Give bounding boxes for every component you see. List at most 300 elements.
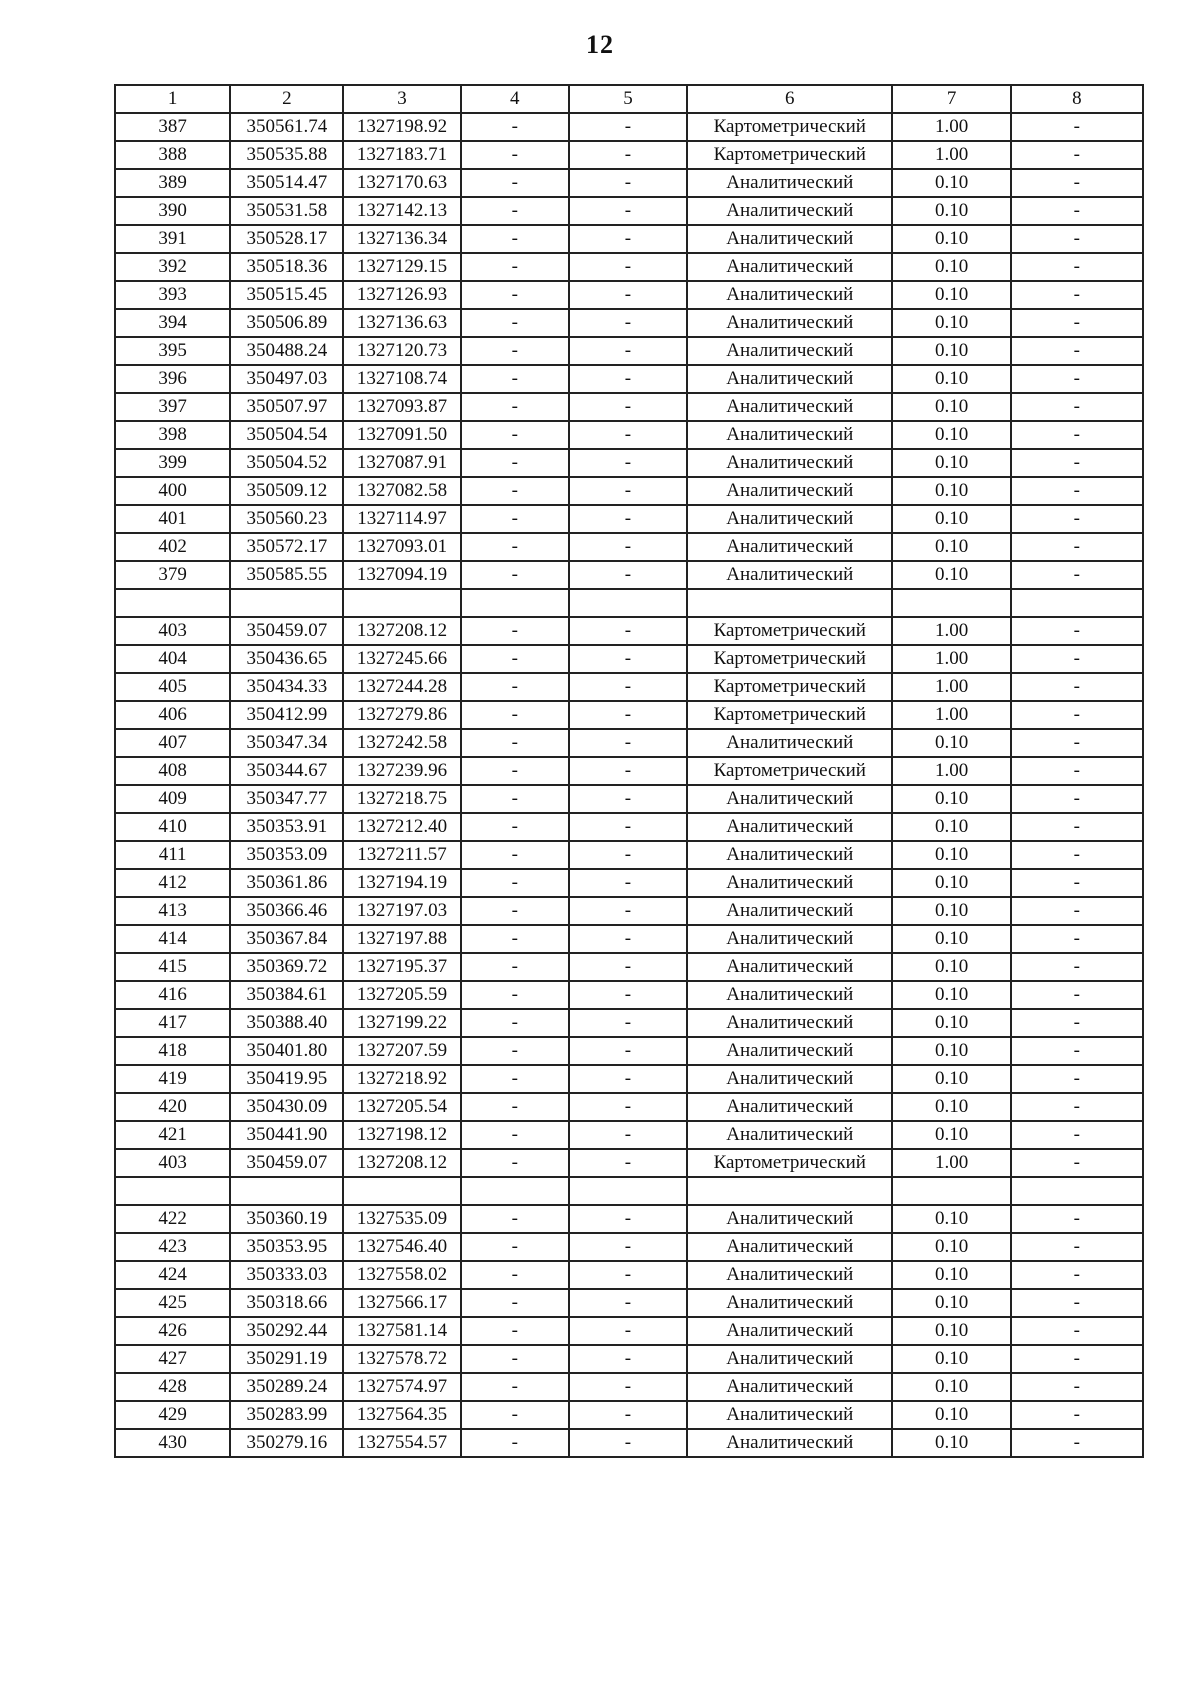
- table-cell: 1.00: [892, 1149, 1010, 1177]
- table-cell: 1.00: [892, 113, 1010, 141]
- table-row: [115, 421, 1143, 449]
- table-cell: Аналитический: [687, 169, 892, 197]
- table-cell: 350292.44: [230, 1317, 343, 1345]
- table-cell: -: [1011, 1205, 1143, 1233]
- table-cell: 392: [115, 253, 230, 281]
- table-cell: -: [461, 701, 569, 729]
- table-header-row: [115, 85, 1143, 113]
- table-cell: [687, 1177, 892, 1205]
- table-cell: [892, 1177, 1010, 1205]
- table-cell: Аналитический: [687, 1009, 892, 1037]
- table-cell: 350384.61: [230, 981, 343, 1009]
- table-cell: -: [1011, 281, 1143, 309]
- table-cell: -: [1011, 1261, 1143, 1289]
- table-cell: 1327208.12: [343, 1149, 460, 1177]
- table-cell: -: [461, 1429, 569, 1457]
- table-row: [115, 1205, 1143, 1233]
- table-cell: 350504.54: [230, 421, 343, 449]
- table-cell: 0.10: [892, 337, 1010, 365]
- table-cell: -: [1011, 1037, 1143, 1065]
- table-cell: -: [569, 729, 687, 757]
- table-cell: 350561.74: [230, 113, 343, 141]
- column-header: 2: [230, 85, 343, 113]
- table-cell: 429: [115, 1401, 230, 1429]
- table-cell: 350333.03: [230, 1261, 343, 1289]
- table-cell: 1327170.63: [343, 169, 460, 197]
- table-cell: 1327244.28: [343, 673, 460, 701]
- table-cell: 1327208.12: [343, 617, 460, 645]
- table-cell: -: [569, 561, 687, 589]
- table-cell: -: [1011, 337, 1143, 365]
- table-cell: 395: [115, 337, 230, 365]
- table-cell: 1327566.17: [343, 1289, 460, 1317]
- table-cell: 1327082.58: [343, 477, 460, 505]
- table-cell: 350509.12: [230, 477, 343, 505]
- table-cell: 419: [115, 1065, 230, 1093]
- table-cell: -: [461, 281, 569, 309]
- table-cell: 350367.84: [230, 925, 343, 953]
- table-cell: -: [1011, 785, 1143, 813]
- table-cell: 1.00: [892, 701, 1010, 729]
- table-cell: [569, 1177, 687, 1205]
- table-cell: -: [569, 253, 687, 281]
- table-cell: -: [569, 841, 687, 869]
- table-cell: -: [569, 477, 687, 505]
- table-cell: 1327218.92: [343, 1065, 460, 1093]
- table-cell: 0.10: [892, 225, 1010, 253]
- table-cell: Аналитический: [687, 1093, 892, 1121]
- table-cell: 350430.09: [230, 1093, 343, 1121]
- table-cell: 0.10: [892, 309, 1010, 337]
- table-cell: 1.00: [892, 673, 1010, 701]
- table-cell: 0.10: [892, 561, 1010, 589]
- table-cell: Аналитический: [687, 337, 892, 365]
- table-row: [115, 197, 1143, 225]
- table-cell: 1.00: [892, 645, 1010, 673]
- table-cell: 350401.80: [230, 1037, 343, 1065]
- table-cell: 0.10: [892, 505, 1010, 533]
- table-cell: 413: [115, 897, 230, 925]
- table-cell: Аналитический: [687, 505, 892, 533]
- table-cell: 1327546.40: [343, 1233, 460, 1261]
- table-row: [115, 953, 1143, 981]
- table-cell: 430: [115, 1429, 230, 1457]
- table-cell: -: [569, 1093, 687, 1121]
- table-cell: 0.10: [892, 1205, 1010, 1233]
- table-cell: Аналитический: [687, 1289, 892, 1317]
- table-cell: 400: [115, 477, 230, 505]
- table-cell: -: [1011, 729, 1143, 757]
- table-cell: 1327129.15: [343, 253, 460, 281]
- table-cell: 350528.17: [230, 225, 343, 253]
- table-body: [115, 85, 1143, 1457]
- table-cell: 1327574.97: [343, 1373, 460, 1401]
- table-row: [115, 617, 1143, 645]
- table-cell: 1327535.09: [343, 1205, 460, 1233]
- table-cell: -: [461, 337, 569, 365]
- table-cell: -: [569, 897, 687, 925]
- table-cell: Аналитический: [687, 1345, 892, 1373]
- table-cell: -: [461, 785, 569, 813]
- table-cell: Аналитический: [687, 1429, 892, 1457]
- table-row: [115, 1429, 1143, 1457]
- table-cell: 350531.58: [230, 197, 343, 225]
- table-cell: 414: [115, 925, 230, 953]
- table-cell: 1327199.22: [343, 1009, 460, 1037]
- column-header: 4: [461, 85, 569, 113]
- table-cell: 398: [115, 421, 230, 449]
- table-cell: -: [461, 1037, 569, 1065]
- table-row: [115, 701, 1143, 729]
- table-cell: 426: [115, 1317, 230, 1345]
- table-cell: 379: [115, 561, 230, 589]
- table-cell: 350507.97: [230, 393, 343, 421]
- table-cell: 1327197.88: [343, 925, 460, 953]
- table-cell: -: [1011, 1345, 1143, 1373]
- table-cell: Аналитический: [687, 1373, 892, 1401]
- table-cell: Аналитический: [687, 897, 892, 925]
- table-cell: -: [461, 253, 569, 281]
- table-cell: [343, 589, 460, 617]
- table-cell: -: [461, 953, 569, 981]
- table-cell: 350353.91: [230, 813, 343, 841]
- table-cell: -: [569, 1401, 687, 1429]
- table-cell: 350459.07: [230, 1149, 343, 1177]
- table-row: [115, 281, 1143, 309]
- table-cell: 0.10: [892, 169, 1010, 197]
- table-cell: -: [461, 673, 569, 701]
- table-cell: Аналитический: [687, 841, 892, 869]
- table-cell: 350344.67: [230, 757, 343, 785]
- table-cell: 0.10: [892, 1121, 1010, 1149]
- table-row: [115, 981, 1143, 1009]
- table-row: [115, 393, 1143, 421]
- table-cell: 1327207.59: [343, 1037, 460, 1065]
- table-row: [115, 141, 1143, 169]
- table-cell: Картометрический: [687, 757, 892, 785]
- table-cell: -: [569, 645, 687, 673]
- table-row: [115, 365, 1143, 393]
- table-cell: 1327581.14: [343, 1317, 460, 1345]
- table-row: [115, 1065, 1143, 1093]
- table-row: [115, 253, 1143, 281]
- table-cell: Аналитический: [687, 925, 892, 953]
- table-cell: -: [1011, 925, 1143, 953]
- table-cell: [343, 1177, 460, 1205]
- table-cell: 0.10: [892, 253, 1010, 281]
- table-cell: -: [569, 813, 687, 841]
- table-cell: Аналитический: [687, 1205, 892, 1233]
- table-cell: 0.10: [892, 981, 1010, 1009]
- table-cell: 1327554.57: [343, 1429, 460, 1457]
- table-cell: Аналитический: [687, 729, 892, 757]
- table-cell: 391: [115, 225, 230, 253]
- table-cell: 350515.45: [230, 281, 343, 309]
- table-cell: -: [1011, 1429, 1143, 1457]
- table-cell: -: [461, 309, 569, 337]
- table-cell: 1327239.96: [343, 757, 460, 785]
- table-cell: -: [1011, 1317, 1143, 1345]
- table-cell: 1327087.91: [343, 449, 460, 477]
- table-cell: -: [461, 113, 569, 141]
- table-cell: -: [461, 1065, 569, 1093]
- table-cell: 0.10: [892, 1009, 1010, 1037]
- table-cell: Аналитический: [687, 477, 892, 505]
- table-cell: -: [461, 757, 569, 785]
- table-cell: 1327108.74: [343, 365, 460, 393]
- table-row: [115, 1261, 1143, 1289]
- table-cell: Аналитический: [687, 225, 892, 253]
- table-cell: -: [1011, 421, 1143, 449]
- table-cell: -: [1011, 813, 1143, 841]
- table-cell: 350388.40: [230, 1009, 343, 1037]
- table-cell: -: [461, 617, 569, 645]
- table-cell: [1011, 1177, 1143, 1205]
- table-cell: Аналитический: [687, 309, 892, 337]
- table-row: [115, 1009, 1143, 1037]
- table-cell: 350535.88: [230, 141, 343, 169]
- table-cell: -: [1011, 309, 1143, 337]
- table-row: [115, 505, 1143, 533]
- table-cell: -: [569, 337, 687, 365]
- table-cell: -: [569, 757, 687, 785]
- table-cell: 0.10: [892, 393, 1010, 421]
- table-cell: Аналитический: [687, 197, 892, 225]
- table-cell: 1327136.63: [343, 309, 460, 337]
- table-cell: Аналитический: [687, 421, 892, 449]
- table-cell: 350572.17: [230, 533, 343, 561]
- table-cell: 1327245.66: [343, 645, 460, 673]
- table-cell: 350360.19: [230, 1205, 343, 1233]
- table-cell: -: [1011, 1121, 1143, 1149]
- table-row: [115, 561, 1143, 589]
- table-cell: 422: [115, 1205, 230, 1233]
- table-cell: 350366.46: [230, 897, 343, 925]
- table-cell: 406: [115, 701, 230, 729]
- table-cell: [687, 589, 892, 617]
- table-cell: -: [569, 1037, 687, 1065]
- table-cell: -: [569, 925, 687, 953]
- table-cell: 394: [115, 309, 230, 337]
- table-cell: -: [461, 561, 569, 589]
- table-cell: -: [1011, 1149, 1143, 1177]
- table-row: [115, 757, 1143, 785]
- table-cell: 421: [115, 1121, 230, 1149]
- table-cell: 350347.77: [230, 785, 343, 813]
- table-cell: 420: [115, 1093, 230, 1121]
- table-cell: [892, 589, 1010, 617]
- table-cell: -: [461, 365, 569, 393]
- table-cell: -: [461, 533, 569, 561]
- table-cell: -: [461, 477, 569, 505]
- table-cell: 0.10: [892, 533, 1010, 561]
- table-cell: -: [461, 505, 569, 533]
- table-cell: Аналитический: [687, 393, 892, 421]
- table-cell: 410: [115, 813, 230, 841]
- table-cell: 416: [115, 981, 230, 1009]
- table-cell: 387: [115, 113, 230, 141]
- table-row: [115, 449, 1143, 477]
- column-header: 1: [115, 85, 230, 113]
- table-cell: -: [1011, 141, 1143, 169]
- table-cell: -: [569, 701, 687, 729]
- table-cell: 350560.23: [230, 505, 343, 533]
- table-cell: 1327211.57: [343, 841, 460, 869]
- table-cell: -: [1011, 1401, 1143, 1429]
- table-cell: -: [461, 449, 569, 477]
- table-cell: -: [1011, 1233, 1143, 1261]
- table-row: [115, 169, 1143, 197]
- table-cell: -: [1011, 897, 1143, 925]
- table-cell: Аналитический: [687, 813, 892, 841]
- column-header: 8: [1011, 85, 1143, 113]
- table-cell: [230, 589, 343, 617]
- coordinates-table: [114, 84, 1144, 1458]
- table-cell: 401: [115, 505, 230, 533]
- table-cell: -: [569, 1065, 687, 1093]
- table-cell: -: [569, 393, 687, 421]
- table-cell: 0.10: [892, 1037, 1010, 1065]
- table-row: [115, 1093, 1143, 1121]
- table-cell: 1327564.35: [343, 1401, 460, 1429]
- table-cell: 350514.47: [230, 169, 343, 197]
- table-cell: 390: [115, 197, 230, 225]
- table-cell: -: [1011, 1065, 1143, 1093]
- table-cell: Аналитический: [687, 281, 892, 309]
- table-cell: 409: [115, 785, 230, 813]
- table-cell: -: [461, 1373, 569, 1401]
- table-cell: 1327205.59: [343, 981, 460, 1009]
- table-cell: -: [569, 1429, 687, 1457]
- table-cell: -: [569, 1009, 687, 1037]
- table-cell: -: [569, 1317, 687, 1345]
- table-cell: -: [1011, 1093, 1143, 1121]
- table-cell: -: [569, 281, 687, 309]
- table-cell: 412: [115, 869, 230, 897]
- table-cell: -: [1011, 981, 1143, 1009]
- table-cell: -: [569, 1261, 687, 1289]
- table-cell: 418: [115, 1037, 230, 1065]
- table-cell: -: [461, 897, 569, 925]
- table-cell: -: [1011, 617, 1143, 645]
- table-cell: 1327197.03: [343, 897, 460, 925]
- table-row: [115, 1401, 1143, 1429]
- table-row: [115, 337, 1143, 365]
- table-cell: 425: [115, 1289, 230, 1317]
- page-number: 12: [586, 30, 614, 59]
- table-cell: 350291.19: [230, 1345, 343, 1373]
- table-cell: -: [1011, 253, 1143, 281]
- table-cell: -: [569, 785, 687, 813]
- table-cell: 350518.36: [230, 253, 343, 281]
- table-cell: 1.00: [892, 757, 1010, 785]
- table-cell: 417: [115, 1009, 230, 1037]
- table-cell: 350585.55: [230, 561, 343, 589]
- table-cell: 350279.16: [230, 1429, 343, 1457]
- table-cell: -: [1011, 1373, 1143, 1401]
- table-cell: 1327093.01: [343, 533, 460, 561]
- table-cell: 415: [115, 953, 230, 981]
- table-cell: 404: [115, 645, 230, 673]
- table-cell: 1327218.75: [343, 785, 460, 813]
- table-cell: -: [569, 981, 687, 1009]
- table-cell: -: [569, 505, 687, 533]
- table-cell: -: [1011, 169, 1143, 197]
- table-cell: -: [461, 1009, 569, 1037]
- table-cell: 1327183.71: [343, 141, 460, 169]
- table-cell: -: [569, 309, 687, 337]
- table-cell: 428: [115, 1373, 230, 1401]
- table-cell: 0.10: [892, 1429, 1010, 1457]
- table-cell: -: [569, 1345, 687, 1373]
- table-cell: 0.10: [892, 1401, 1010, 1429]
- table-cell: -: [1011, 1289, 1143, 1317]
- table-cell: 1.00: [892, 141, 1010, 169]
- table-cell: -: [569, 1373, 687, 1401]
- table-cell: 1327194.19: [343, 869, 460, 897]
- table-cell: 388: [115, 141, 230, 169]
- table-cell: 1327279.86: [343, 701, 460, 729]
- table-cell: -: [1011, 673, 1143, 701]
- table-cell: Аналитический: [687, 869, 892, 897]
- table-cell: 0.10: [892, 813, 1010, 841]
- table-cell: -: [569, 533, 687, 561]
- table-cell: -: [461, 1233, 569, 1261]
- table-cell: 403: [115, 617, 230, 645]
- table-row: [115, 309, 1143, 337]
- table-cell: 0.10: [892, 1289, 1010, 1317]
- table-row: [115, 1037, 1143, 1065]
- table-cell: 0.10: [892, 477, 1010, 505]
- table-cell: -: [569, 673, 687, 701]
- table-cell: 1327198.92: [343, 113, 460, 141]
- table-row: [115, 645, 1143, 673]
- table-cell: Картометрический: [687, 1149, 892, 1177]
- table-row: [115, 1345, 1143, 1373]
- table-cell: 350369.72: [230, 953, 343, 981]
- table-cell: 0.10: [892, 1373, 1010, 1401]
- table-cell: 350347.34: [230, 729, 343, 757]
- table-cell: -: [569, 1205, 687, 1233]
- table-cell: 1327114.97: [343, 505, 460, 533]
- table-row: [115, 533, 1143, 561]
- table-cell: -: [461, 1121, 569, 1149]
- table-cell: 1327198.12: [343, 1121, 460, 1149]
- table-row: [115, 841, 1143, 869]
- table-row: [115, 1373, 1143, 1401]
- table-cell: Картометрический: [687, 701, 892, 729]
- table-cell: 1327091.50: [343, 421, 460, 449]
- table-cell: 0.10: [892, 925, 1010, 953]
- column-header: 3: [343, 85, 460, 113]
- table-cell: 0.10: [892, 1093, 1010, 1121]
- table-cell: -: [569, 169, 687, 197]
- table-cell: Аналитический: [687, 953, 892, 981]
- table-cell: -: [569, 869, 687, 897]
- table-cell: -: [1011, 1009, 1143, 1037]
- table-cell: 1327120.73: [343, 337, 460, 365]
- table-row: [115, 729, 1143, 757]
- table-cell: 350459.07: [230, 617, 343, 645]
- table-row: [115, 813, 1143, 841]
- table-cell: 350283.99: [230, 1401, 343, 1429]
- table-cell: -: [1011, 645, 1143, 673]
- table-cell: 350506.89: [230, 309, 343, 337]
- table-cell: Аналитический: [687, 981, 892, 1009]
- table-row: [115, 1289, 1143, 1317]
- table-cell: 407: [115, 729, 230, 757]
- table-cell: 411: [115, 841, 230, 869]
